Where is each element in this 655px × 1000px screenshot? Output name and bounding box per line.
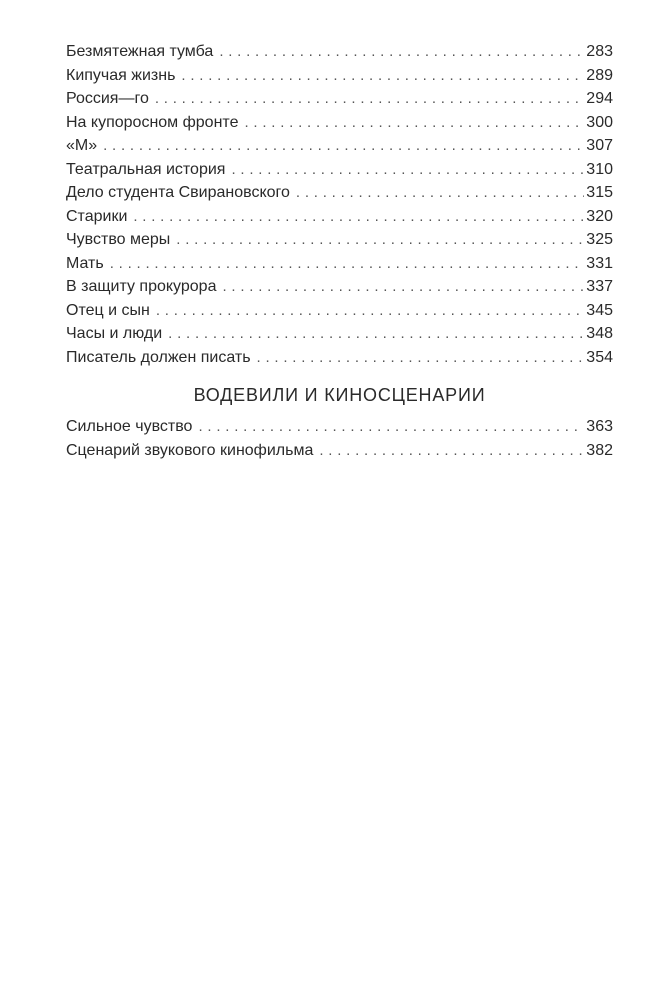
entry-title: Россия—го [66, 90, 149, 107]
entry-page-number: 320 [586, 207, 613, 225]
toc-entry [66, 40, 613, 64]
entry-page-number: 289 [586, 66, 613, 84]
entry-page-number: 300 [586, 113, 613, 131]
section-heading: ВОДЕВИЛИ И КИНОСЦЕНАРИИ [193, 385, 486, 405]
entry-page-number: 283 [586, 43, 613, 60]
toc-entry [66, 87, 613, 111]
dot-leader [176, 228, 584, 252]
dot-leader [156, 299, 584, 323]
toc-entry [66, 252, 613, 276]
entry-page-number: 325 [586, 231, 613, 248]
entry-title: Старики [66, 207, 128, 225]
dot-leader [319, 439, 584, 463]
dot-leader [133, 205, 584, 229]
entry-page-number: 310 [586, 160, 613, 178]
dot-leader [222, 275, 584, 299]
table-of-contents [66, 40, 613, 462]
entry-title: На купоросном фронте [66, 113, 239, 131]
toc-entry [66, 111, 613, 135]
toc-entry [66, 439, 613, 463]
toc-entry [66, 205, 613, 229]
toc-entry [66, 228, 613, 252]
entry-title: Сценарий звукового кинофильма [66, 441, 314, 459]
entry-page-number: 345 [586, 301, 613, 319]
entry-title: Кипучая жизнь [66, 66, 176, 84]
entry-title: Театральная история [66, 160, 226, 178]
entry-title: Мать [66, 254, 104, 272]
entry-title: Часы и люди [66, 325, 163, 342]
toc-entry [66, 322, 613, 346]
entry-page-number: 363 [586, 418, 613, 435]
entry-page-number: 307 [586, 137, 613, 154]
entry-title: Безмятежная тумба [66, 43, 214, 60]
entry-page-number: 294 [586, 90, 613, 107]
entry-title: «М» [66, 137, 98, 154]
entry-title: Сильное чувство [66, 418, 193, 435]
entry-title: В защиту прокурора [66, 278, 217, 295]
entry-page-number: 354 [586, 348, 613, 366]
dot-leader [296, 181, 584, 205]
entry-page-number: 348 [586, 325, 613, 342]
entry-title: Отец и сын [66, 301, 150, 319]
entry-page-number: 337 [586, 278, 613, 295]
dot-leader [244, 111, 584, 135]
toc-entry [66, 158, 613, 182]
dot-leader [155, 87, 584, 111]
toc-entry [66, 181, 613, 205]
entry-page-number: 315 [586, 184, 613, 201]
dot-leader [103, 134, 584, 158]
entry-page-number: 331 [586, 254, 613, 272]
dot-leader [219, 40, 584, 64]
entry-title: Писатель должен писать [66, 348, 251, 366]
toc-entry [66, 275, 613, 299]
dot-leader [231, 158, 584, 182]
toc-entry [66, 64, 613, 88]
dot-leader [181, 64, 584, 88]
dot-leader [198, 415, 584, 439]
entry-title: Чувство меры [66, 231, 171, 248]
dot-leader [257, 346, 585, 370]
toc-entry [66, 299, 613, 323]
toc-entry [66, 134, 613, 158]
entry-page-number: 382 [586, 441, 613, 459]
toc-entry [66, 346, 613, 370]
dot-leader [168, 322, 584, 346]
toc-entry [66, 415, 613, 439]
dot-leader [110, 252, 585, 276]
entry-title: Дело студента Свирановского [66, 184, 290, 201]
